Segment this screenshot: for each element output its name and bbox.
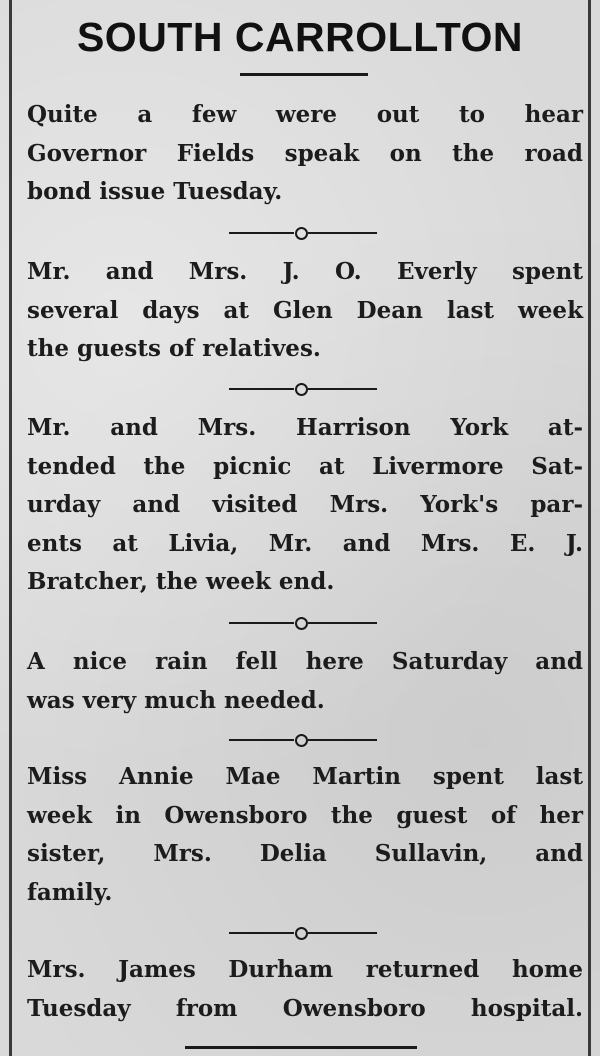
text-line: Bratcher, the week end. — [27, 568, 335, 595]
text-line: Tuesday from Owensboro hospital. — [27, 994, 583, 1022]
text-line: Mr. and Mrs. J. O. Everly spent — [27, 258, 583, 285]
paragraph-5 — [27, 758, 583, 912]
bottom-rule — [185, 1046, 417, 1049]
text-line: week in Owensboro the guest of her — [27, 801, 583, 829]
section-divider — [229, 226, 377, 240]
text-line: family. — [27, 878, 113, 906]
paragraph-6 — [27, 951, 583, 1028]
text-line: the guests of relatives. — [27, 335, 321, 362]
text-line: Miss Annie Mae Martin spent last — [27, 763, 583, 790]
section-divider — [229, 926, 377, 940]
text-line: Quite a few were out to hear — [27, 101, 583, 128]
section-divider — [229, 733, 377, 747]
left-column-rule — [9, 0, 12, 1056]
text-line: several days at Glen Dean last week — [27, 296, 583, 324]
text-line: sister, Mrs. Delia Sullavin, and — [27, 840, 583, 867]
text-line: Governor Fields speak on the road — [27, 139, 583, 167]
text-line: Mrs. James Durham returned home — [27, 956, 583, 983]
text-line: urday and visited Mrs. York's par- — [27, 491, 583, 518]
text-line: tended the picnic at Livermore Sat- — [27, 452, 583, 480]
section-divider — [229, 616, 377, 630]
text-line: A nice rain fell here Saturday and — [27, 648, 583, 675]
text-line: Mr. and Mrs. Harrison York at- — [27, 414, 583, 441]
paragraph-1 — [27, 96, 583, 212]
paragraph-3 — [27, 409, 583, 602]
section-divider — [229, 382, 377, 396]
headline: SOUTH CARROLLTON — [76, 14, 524, 60]
paragraph-2 — [27, 253, 583, 369]
paragraph-4 — [27, 643, 583, 720]
text-line: ents at Livia, Mr. and Mrs. E. J. — [27, 529, 583, 557]
text-line: bond issue Tuesday. — [27, 178, 283, 205]
headline-rule — [240, 73, 368, 76]
text-line: was very much needed. — [27, 686, 325, 714]
right-column-rule — [588, 0, 591, 1056]
